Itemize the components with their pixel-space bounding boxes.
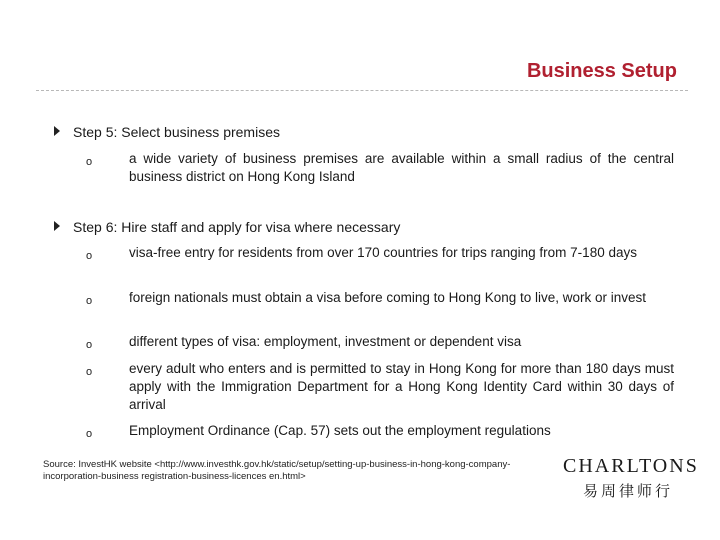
circle-bullet-icon: o — [86, 339, 93, 351]
header-divider — [36, 90, 688, 91]
circle-bullet-icon: o — [86, 428, 93, 440]
triangle-bullet-icon — [54, 221, 60, 231]
step-6-label: Step 6: Hire staff and apply for visa where necessary — [73, 219, 401, 235]
circle-bullet-icon: o — [86, 366, 93, 378]
circle-bullet-icon: o — [86, 156, 93, 168]
bullet-text: every adult who enters and is permitted to stay in Hong Kong for more than 180 days must apply with the Immigration Department for a Hong Kong Identity Card within 30 days of arrival — [129, 361, 674, 412]
page-title: Business Setup — [526, 60, 677, 82]
bullet-text: visa-free entry for residents from over 170 countries for trips ranging from 7-180 days — [129, 245, 637, 260]
bullet-text: different types of visa: employment, investment or dependent visa — [129, 334, 522, 349]
circle-bullet-icon: o — [86, 250, 93, 262]
bullet-text: Employment Ordinance (Cap. 57) sets out the employment regulations — [129, 423, 551, 438]
logo-chinese: 易周律师行 — [582, 482, 673, 500]
circle-bullet-icon: o — [86, 295, 93, 307]
bullet-text: foreign nationals must obtain a visa before coming to Hong Kong to live, work or invest — [129, 290, 647, 305]
logo-wordmark: CHARLTONS — [563, 455, 699, 477]
step-5-label: Step 5: Select business premises — [73, 124, 280, 140]
bullet-text: a wide variety of business premises are available within a small radius of the central business district on Hong Kong Island — [129, 151, 674, 184]
charltons-logo — [563, 455, 699, 501]
triangle-bullet-icon — [54, 126, 60, 136]
source-citation: Source: InvestHK website <http://www.investhk.gov.hk/static/setup/setting-up-business-in-hong-kong-company-incorporation-business registration-business-licences en.html> — [43, 459, 511, 482]
